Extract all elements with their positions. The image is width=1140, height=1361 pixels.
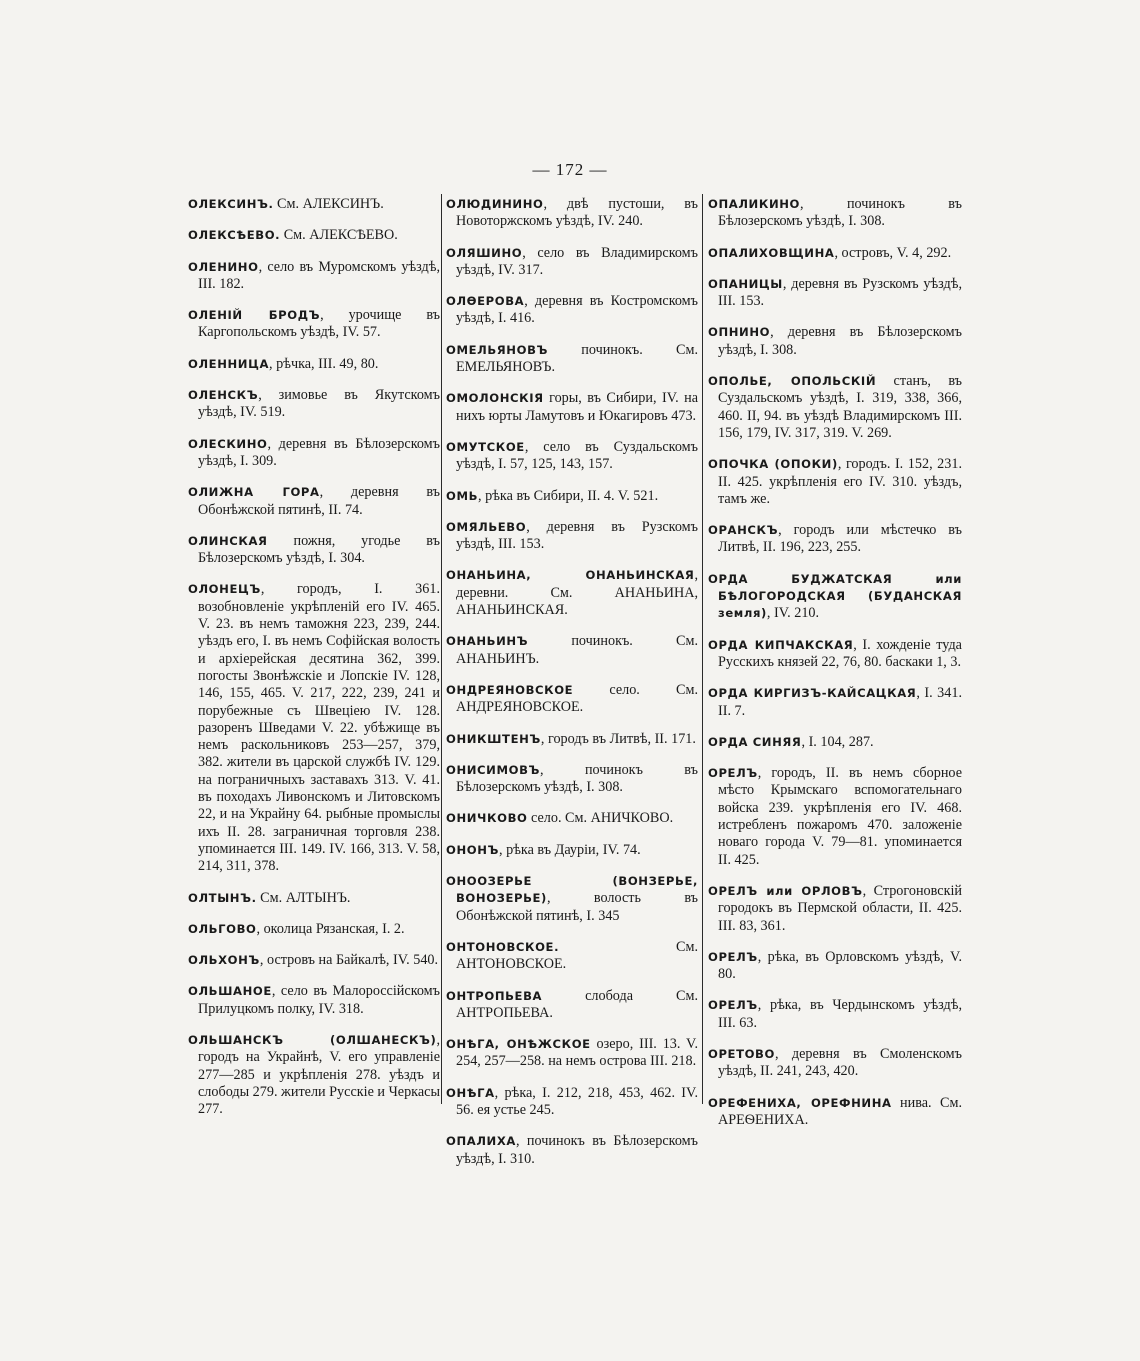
index-entry <box>708 324 962 359</box>
index-entry <box>188 952 440 969</box>
entry-text: См. АЛЕКСѢЕВО. <box>280 227 398 244</box>
entry-headword: ОРЕЛЪ <box>708 949 758 964</box>
entry-text: починокъ. См. АНАНЬИНЪ. <box>456 633 698 667</box>
entry-headword: ОНѢГА, ОНѢЖСКОЕ <box>446 1037 591 1052</box>
entry-headword: ОМЕЛЬЯНОВЪ <box>446 342 548 357</box>
index-column-2 <box>446 196 698 1182</box>
entry-headword: ОЛЮДИНИНО <box>446 197 544 211</box>
entry-headword: ОРЕЛЪ <box>708 766 758 781</box>
entry-text: , двѣ пустоши, въ Новоторжскомъ уѣздѣ, IV. 240. <box>456 196 698 230</box>
entry-text: , деревни. См. АНАНЬИНА, АНАНЬИНСКАЯ. <box>456 567 698 619</box>
index-entry <box>708 997 962 1032</box>
entry-headword: ОЛЕННИЦА <box>188 356 270 371</box>
index-entry <box>708 685 962 720</box>
entry-headword: ОЛЕСКИНО <box>188 436 268 451</box>
entry-text: , починокъ въ Бѣлозерскомъ уѣздѣ, I. 308. <box>456 761 698 796</box>
entry-text: , рѣчка, III. 49, 80. <box>269 355 379 372</box>
index-entry <box>188 196 440 213</box>
index-entry <box>446 439 698 474</box>
index-entry <box>188 387 440 422</box>
entry-headword: ОНТРОПЬЕВА <box>446 988 543 1003</box>
entry-text: починокъ. См. ЕМЕЛЬЯНОВЪ. <box>456 341 698 376</box>
entry-headword: ОНИСИМОВЪ <box>446 762 540 777</box>
entry-headword: ОПАНИЦЫ <box>708 276 783 291</box>
entry-text: , деревня въ Рузскомъ уѣздѣ, III. 153. <box>456 518 698 553</box>
entry-text: , село въ Малороссійскомъ Прилуцкомъ полку, IV. 318. <box>198 983 440 1017</box>
entry-text: , Строгоновскій городокъ въ Пермской области, II. 425. III. 83, 361. <box>718 882 962 934</box>
entry-headword: ОЛИНСКАЯ <box>188 533 268 548</box>
index-entry <box>708 765 962 869</box>
entry-text: , село въ Муромскомъ уѣздѣ, III. 182. <box>198 258 440 292</box>
index-entry <box>188 983 440 1018</box>
index-entry <box>446 1133 698 1168</box>
entry-headword: ОНѢГА <box>446 1085 495 1100</box>
index-entry <box>446 245 698 280</box>
entry-text: , деревня въ Обонѣжской пятинѣ, II. 74. <box>198 484 441 518</box>
index-entry <box>446 762 698 797</box>
entry-text: , городъ. I. 152, 231. II. 425. укрѣпленія его IV. 310. уѣздъ, тамъ же. <box>718 456 962 507</box>
index-entry <box>446 1085 698 1120</box>
entry-headword: ОЛЬХОНЪ <box>188 953 260 968</box>
entry-text: , островъ, V. 4, 292. <box>834 244 952 261</box>
entry-headword: ОРДА БУДЖАТСКАЯ или БѢЛОГОРОДСКАЯ (БУДАНСКАЯ земля) <box>708 571 962 621</box>
entry-headword: ОРЕФЕНИХА, ОРЕФНИНА <box>708 1095 892 1110</box>
page-number: — 172 — <box>532 160 608 179</box>
entry-text: , волость въ Обонѣжской пятинѣ, I. 345 <box>456 890 698 924</box>
entry-headword: ОЛЬШАНОЕ <box>188 984 272 999</box>
entry-text: , островъ на Байкалѣ, IV. 540. <box>259 952 439 969</box>
entry-headword: ОНОНЪ <box>446 842 500 857</box>
entry-text: См. АЛТЫНЪ. <box>256 889 351 906</box>
index-column-3 <box>708 196 962 1143</box>
entry-headword: ОЛЬГОВО <box>188 921 257 936</box>
entry-headword: ОНИЧКОВО <box>446 811 528 826</box>
entry-headword: ОПАЛИХА <box>446 1134 516 1149</box>
entry-headword: ОРДА СИНЯЯ <box>708 734 802 749</box>
column-rule <box>702 194 703 1104</box>
index-entry <box>708 883 962 935</box>
entry-text: , рѣка, I. 212, 218, 453, 462. IV. 56. ея устье 245. <box>456 1084 698 1118</box>
entry-text: , село въ Владимирскомъ уѣздѣ, IV. 317. <box>456 244 698 278</box>
index-entry <box>446 567 698 619</box>
index-entry <box>188 533 440 568</box>
entry-text: пожня, угодье въ Бѣлозерскомъ уѣздѣ, I. 304. <box>198 532 440 567</box>
entry-text: , починокъ въ Бѣлозерскомъ уѣздѣ, I. 308. <box>718 196 962 230</box>
index-entry <box>446 731 698 748</box>
index-entry <box>446 682 698 717</box>
entry-text: село. См. АНИЧКОВО. <box>527 810 674 827</box>
index-entry <box>708 571 962 623</box>
entry-text: , городъ или мѣстечко въ Литвѣ, II. 196, 223, 255. <box>718 522 962 556</box>
index-entry <box>708 245 962 262</box>
entry-text: См. АЛЕКСИНЪ. <box>273 196 384 212</box>
entry-headword: ОПАЛИКИНО <box>708 197 801 211</box>
entry-headword: ОЛЕНИНО <box>188 259 259 274</box>
entry-headword: ОЛЯШИНО <box>446 245 523 260</box>
entry-headword: ОНДРЕЯНОВСКОЕ <box>446 682 574 697</box>
entry-text: село. См. АНДРЕЯНОВСКОЕ. <box>456 681 698 716</box>
index-entry <box>446 842 698 859</box>
entry-text: , рѣка въ Дауріи, IV. 74. <box>499 841 641 858</box>
index-entry <box>446 293 698 328</box>
entry-headword: ОЛЬШАНСКЪ (ОЛШАНЕСКЪ) <box>188 1032 437 1047</box>
entry-text: См. АНТОНОВСКОЕ. <box>456 938 698 973</box>
entry-headword: ОНАНЬИНЪ <box>446 634 529 649</box>
entry-text: , I. 341. II. 7. <box>718 685 962 719</box>
entry-headword: ОЛЕКСИНЪ. <box>188 197 274 211</box>
index-entry <box>446 1036 698 1071</box>
entry-text: станъ, въ Суздальскомъ уѣздѣ, I. 319, 338, 366, 460. II, 94. въ уѣздѣ Владимирскомъ III. 156, 179, IV. 317, 319. V. 269. <box>718 373 963 441</box>
index-entry <box>708 196 962 231</box>
index-entry <box>188 436 440 471</box>
entry-text: , городъ, II. въ немъ сборное мѣсто Крымскаго вспомогательнаго войска 239. укрѣпленія его IV. 468. истребленъ пожаромъ 470. заложеніе новаго города V. 79—81. упоминается II. 425. <box>718 765 962 868</box>
entry-headword: ОНАНЬИНА, ОНАНЬИНСКАЯ <box>446 568 695 583</box>
entry-text: , зимовье въ Якутскомъ уѣздѣ, IV. 519. <box>198 387 440 421</box>
entry-text: , деревня въ Рузскомъ уѣздѣ, III. 153. <box>718 275 962 310</box>
index-entry <box>446 633 698 668</box>
entry-headword: ОПОЧКА (ОПОКИ) <box>708 457 838 472</box>
index-column-1 <box>188 196 440 1132</box>
index-entry <box>188 227 440 244</box>
entry-headword: ОМЯЛЬЕВО <box>446 519 527 534</box>
entry-text: нива. См. АРЕѲЕНИХА. <box>718 1094 962 1128</box>
entry-headword: ОЛТЫНЪ. <box>188 890 257 905</box>
entry-text: , рѣка, въ Орловскомъ уѣздѣ, V. 80. <box>718 948 962 983</box>
index-entry <box>188 921 440 938</box>
index-entry <box>188 890 440 907</box>
entry-text: , деревня въ Бѣлозерскомъ уѣздѣ, I. 309. <box>198 435 440 469</box>
index-entry <box>708 373 962 442</box>
index-entry <box>188 259 440 294</box>
index-entry <box>446 519 698 554</box>
entry-text: , деревня въ Бѣлозерскомъ уѣздѣ, I. 308. <box>718 324 962 358</box>
entry-text: , урочище въ Каргопольскомъ уѣздѣ, IV. 57. <box>198 307 440 341</box>
index-entry <box>446 810 698 827</box>
entry-text: , IV. 210. <box>766 605 820 622</box>
index-entry <box>188 484 440 519</box>
entry-headword: ОПАЛИХОВЩИНА <box>708 245 835 260</box>
index-entry <box>708 522 962 557</box>
entry-headword: ОНООЗЕРЬЕ (ВОНЗЕРЬЕ, ВОНОЗЕРЬЕ) <box>446 874 698 906</box>
entry-text: , городъ, I. 361. возобновленіе укрѣпленій его IV. 465. V. 23. въ немъ таможня 223, 239, 244. уѣздъ его, I. въ немъ Софійская волость и архіерейская десятина 362, 399. погосты Звонѣжскіе и Лопскіе IV. 128, 146, 155, 465. V. 217, 222, 239, 241 и порубежные съ Швеціею IV. 128. разоренъ Шведами V. 22. убѣжище въ немъ раскольниковъ 253—257, 379, 382. жители въ царской службѣ IV. 129. на пограничныхъ заставахъ 313. V. 41. въ походахъ Ливонскомъ и Литовскомъ 22, и на Украйну 64. рыбные промыслы ихъ II. 28. заграничная торговля 238. упоминается III. 149. IV. 166, 313. V. 58, 214, 311, 378. <box>198 581 440 875</box>
index-entry <box>708 1095 962 1130</box>
entry-text: , деревня въ Костромскомъ уѣздѣ, I. 416. <box>456 293 698 327</box>
index-entry <box>188 1032 440 1118</box>
index-entry <box>708 1046 962 1081</box>
entry-text: , рѣка въ Сибири, II. 4. V. 521. <box>478 487 659 504</box>
entry-text: , починокъ въ Бѣлозерскомъ уѣздѣ, I. 310. <box>456 1133 698 1167</box>
entry-headword: ОПОЛЬЕ, ОПОЛЬСКІЙ <box>708 374 877 389</box>
entry-headword: ОЛѲЕРОВА <box>446 294 525 309</box>
entry-text: , I. хожденіе туда Русскихъ князей 22, 76, 80. баскаки 1, 3. <box>718 636 962 670</box>
index-entry <box>708 949 962 984</box>
entry-text: озеро, III. 13. V. 254, 257—258. на немъ острова III. 218. <box>456 1036 698 1070</box>
entry-headword: ОРЕЛЪ или ОРЛОВЪ <box>708 883 863 898</box>
index-entry <box>446 342 698 377</box>
entry-headword: ОРЕЛЪ <box>708 998 758 1013</box>
index-entry <box>188 581 440 875</box>
index-entry <box>708 456 962 508</box>
entry-headword: ОРДА КИПЧАКСКАЯ <box>708 637 854 652</box>
index-entry <box>446 390 698 425</box>
entry-text: , I. 104, 287. <box>801 733 874 750</box>
index-entry <box>446 939 698 974</box>
entry-headword: ОЛИЖНА ГОРА <box>188 485 320 500</box>
entry-headword: ОПНИНО <box>708 325 771 340</box>
column-rule <box>441 194 442 1104</box>
entry-headword: ОРДА КИРГИЗЪ-КАЙСАЦКАЯ <box>708 686 917 701</box>
index-entry <box>188 307 440 342</box>
index-entry <box>708 276 962 311</box>
entry-headword: ОНИКШТЕНЪ <box>446 731 541 746</box>
entry-headword: ОЛЕКСѢЕВО. <box>188 228 281 243</box>
index-entry <box>446 488 698 505</box>
index-entry <box>446 988 698 1023</box>
entry-text: горы, въ Сибири, IV. на нихъ юрты Ламутовъ и Юкагировъ 473. <box>456 390 698 424</box>
index-entry <box>708 734 962 751</box>
entry-headword: ОРЕТОВО <box>708 1046 775 1061</box>
entry-text: , рѣка, въ Чердынскомъ уѣздѣ, III. 63. <box>718 997 962 1031</box>
entry-text: слобода См. АНТРОПЬЕВА. <box>456 987 698 1021</box>
entry-headword: ОНТОНОВСКОЕ. <box>446 939 560 954</box>
entry-headword: ОРАНСКЪ <box>708 523 779 538</box>
entry-headword: ОЛЕНСКЪ <box>188 388 259 403</box>
entry-text: , деревня въ Смоленскомъ уѣздѣ, II. 241, 243, 420. <box>718 1045 962 1080</box>
index-entry <box>708 637 962 672</box>
index-entry <box>446 873 698 925</box>
entry-text: , село въ Суздальскомъ уѣздѣ, I. 57, 125, 143, 157. <box>456 438 698 473</box>
entry-headword: ОМУТСКОЕ <box>446 439 525 454</box>
index-entry <box>188 356 440 373</box>
entry-text: , городъ на Украйнѣ, V. его управленіе 277—285 и укрѣпленія 278. уѣздъ и слободы 279. жители Русскіе и Черкасы 277. <box>198 1031 440 1118</box>
entry-text: , околица Рязанская, I. 2. <box>256 920 405 937</box>
entry-headword: ОЛОНЕЦЪ <box>188 582 261 597</box>
entry-headword: ОМОЛОНСКІЯ <box>446 391 544 406</box>
index-entry <box>446 196 698 231</box>
entry-headword: ОЛЕНІЙ БРОДЪ <box>188 308 321 323</box>
entry-text: , городъ въ Литвѣ, II. 171. <box>540 730 696 747</box>
entry-headword: ОМЬ <box>446 488 479 503</box>
